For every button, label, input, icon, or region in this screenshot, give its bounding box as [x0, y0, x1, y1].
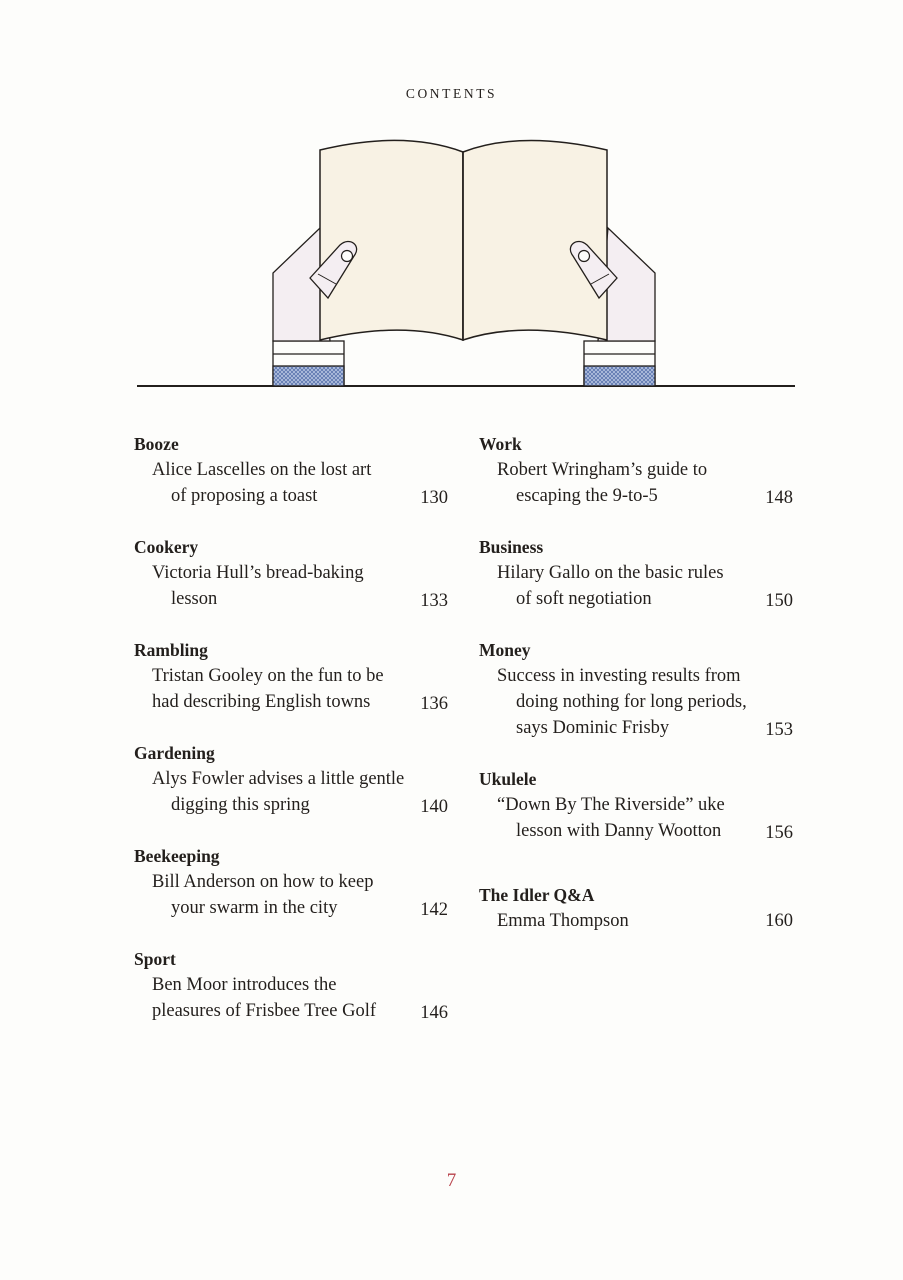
contents-entry: [134, 431, 448, 534]
contents-entry: [134, 534, 448, 637]
entry-description: of proposing a toast: [171, 486, 318, 506]
entry-description: Bill Anderson on how to keep: [152, 872, 374, 892]
section-title: Gardening: [134, 743, 215, 763]
entry-description: Hilary Gallo on the basic rules: [497, 563, 724, 583]
entry-description: had describing English towns: [152, 692, 371, 712]
contents-entry: [134, 946, 448, 1026]
contents-entry: [479, 637, 793, 766]
entry-description: Victoria Hull’s bread-baking: [152, 563, 364, 583]
section-title: Rambling: [134, 640, 208, 660]
entry-description: “Down By The Riverside” uke: [497, 795, 725, 815]
page-number: 133: [420, 591, 448, 611]
book-left-page: [320, 141, 463, 341]
entry-description: pleasures of Frisbee Tree Golf: [152, 1001, 377, 1021]
entry-description: Emma Thompson: [497, 911, 629, 931]
book-illustration: [0, 128, 903, 398]
entry-description: of soft negotiation: [516, 589, 652, 609]
contents-entry: [479, 534, 793, 637]
contents-entry: [134, 740, 448, 843]
page-number: 130: [420, 488, 448, 508]
book-right-page: [463, 141, 607, 341]
entry-description: lesson: [171, 589, 218, 609]
entry-description: Alice Lascelles on the lost art: [152, 460, 372, 480]
entry-description: your swarm in the city: [171, 898, 338, 918]
page-number: 150: [765, 591, 793, 611]
contents-entry: [479, 431, 793, 534]
section-title: Ukulele: [479, 769, 537, 789]
section-title: Business: [479, 537, 544, 557]
contents-entry: [479, 766, 793, 882]
folio-page-number: 7: [446, 1170, 457, 1191]
entry-description: Robert Wringham’s guide to: [497, 460, 708, 480]
section-title: Booze: [134, 434, 179, 454]
section-title: Sport: [134, 949, 176, 969]
page-number: 160: [765, 911, 793, 931]
entry-description: Tristan Gooley on the fun to be: [152, 666, 384, 686]
contents-right-column: [479, 431, 793, 934]
entry-description: says Dominic Frisby: [516, 718, 670, 738]
page-number: 140: [420, 797, 448, 817]
page-title: CONTENTS: [405, 86, 498, 101]
page-number: 142: [420, 900, 448, 920]
contents-left-column: [134, 431, 448, 1026]
entry-description: Alys Fowler advises a little gentle: [152, 769, 405, 789]
section-title: The Idler Q&A: [479, 885, 595, 905]
entry-description: Ben Moor introduces the: [152, 975, 337, 995]
page-number: 148: [765, 488, 793, 508]
entry-description: Success in investing results from: [497, 666, 741, 686]
entry-description: lesson with Danny Wootton: [516, 821, 722, 841]
contents-entry: [479, 882, 793, 934]
entry-description: digging this spring: [171, 795, 310, 815]
entry-description: escaping the 9-to-5: [516, 486, 658, 506]
section-title: Beekeeping: [134, 846, 220, 866]
page-number: 136: [420, 694, 448, 714]
page-number: 156: [765, 823, 793, 843]
section-title: Work: [479, 434, 522, 454]
page-number: 146: [420, 1003, 448, 1023]
page-number: 153: [765, 720, 793, 740]
contents-entry: [134, 843, 448, 946]
entry-description: doing nothing for long periods,: [516, 692, 747, 712]
section-title: Money: [479, 640, 531, 660]
section-title: Cookery: [134, 537, 199, 557]
contents-entry: [134, 637, 448, 740]
